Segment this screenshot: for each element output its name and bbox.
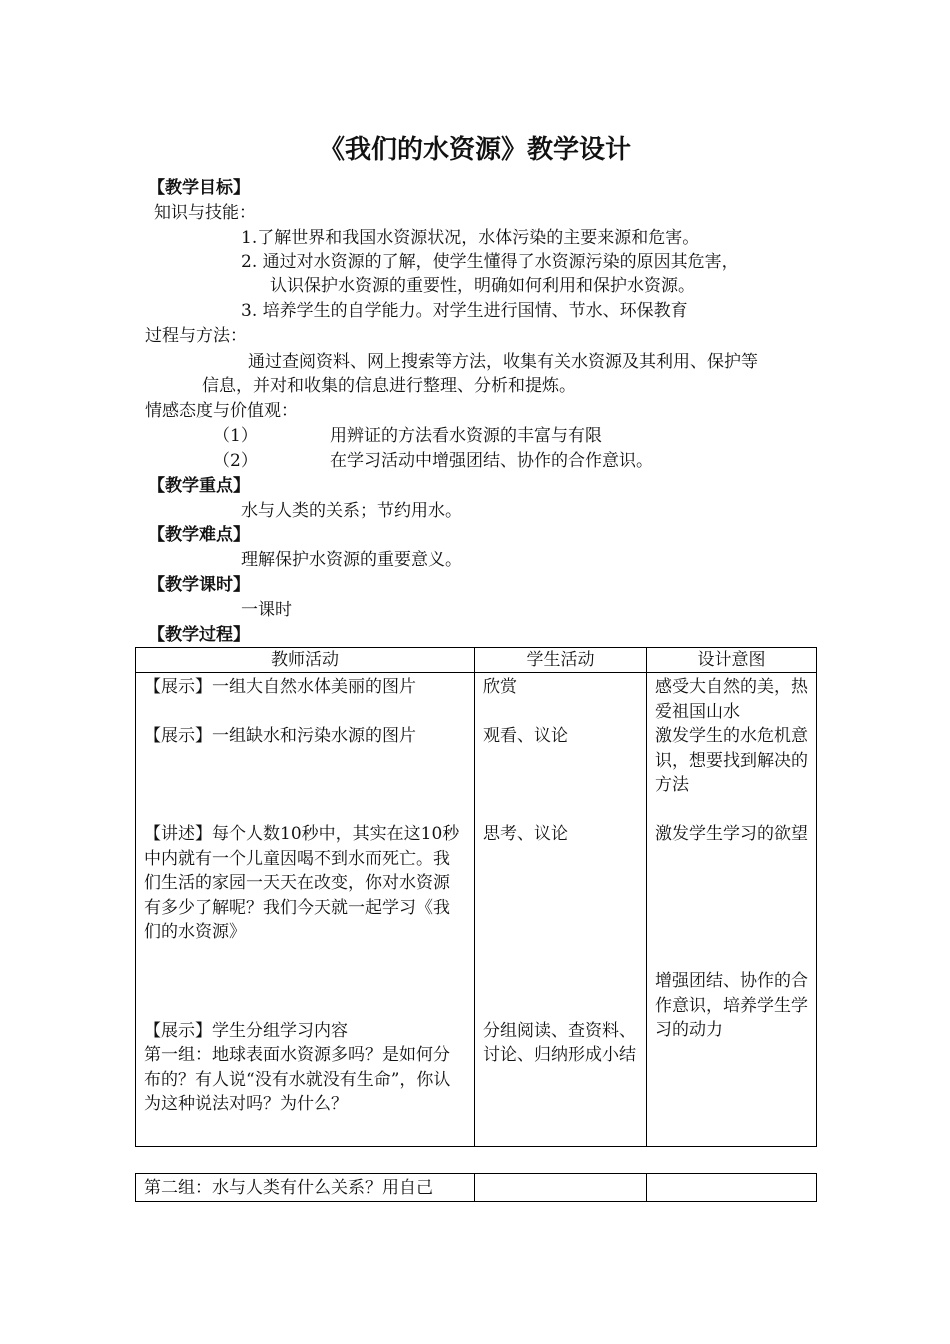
teacher-cell xyxy=(136,673,475,1147)
table-header-row xyxy=(136,648,817,673)
knowledge-label: 知识与技能： xyxy=(154,203,256,223)
process-label: 过程与方法： xyxy=(145,326,247,346)
process-line-1: 通过查阅资料、网上搜索等方法，收集有关水资源及其利用、保护等 xyxy=(248,352,758,372)
page-title: 《我们的水资源》教学设计 xyxy=(318,135,631,165)
attitude-label: 情感态度与价值观： xyxy=(145,401,298,421)
knowledge-item-2-cont: 认识保护水资源的重要性，明确如何利用和保护水资源。 xyxy=(270,276,695,296)
column-header-teacher: 教师活动 xyxy=(136,648,475,673)
design-intent: 激发学生学习的欲望 xyxy=(655,823,808,844)
teacher-activity: 【展示】学生分组学习内容 xyxy=(144,1020,348,1041)
process-line-2: 信息，并对和收集的信息进行整理、分析和提炼。 xyxy=(202,376,576,396)
process-table-continued xyxy=(135,1173,817,1202)
table-row xyxy=(136,673,817,1147)
difficulty-heading: 【教学难点】 xyxy=(148,525,250,545)
key-point-heading: 【教学重点】 xyxy=(148,476,250,496)
column-header-intent: 设计意图 xyxy=(647,648,817,673)
knowledge-item-1: 1.了解世界和我国水资源状况，水体污染的主要来源和危害。 xyxy=(241,228,700,248)
teacher-activity: 【讲述】每个人数10秒中，其实在这10秒中内就有一个儿童因喝不到水而死亡。我们生活的家园一天天在改变，你对水资源有多少了解呢？我们今天就一起学习《我们的水资源》 xyxy=(144,824,460,942)
key-point-text: 水与人类的关系；节约用水。 xyxy=(241,501,462,521)
attitude-num-1: （1） xyxy=(213,426,258,446)
intent-cell xyxy=(647,1174,817,1202)
attitude-num-2: （2） xyxy=(213,451,258,471)
design-intent: 增强团结、协作的合作意识，培养学生学习的动力 xyxy=(655,971,808,1040)
design-intent: 感受大自然的美，热爱祖国山水 xyxy=(655,677,808,722)
student-cell xyxy=(475,673,647,1147)
column-header-student: 学生活动 xyxy=(475,648,647,673)
teacher-cell: 第二组：水与人类有什么关系？用自己 xyxy=(136,1174,475,1202)
student-activity: 欣赏 xyxy=(483,677,517,697)
student-cell xyxy=(475,1174,647,1202)
attitude-text-1: 用辨证的方法看水资源的丰富与有限 xyxy=(330,426,602,446)
attitude-text-2: 在学习活动中增强团结、协作的合作意识。 xyxy=(330,451,653,471)
objectives-heading: 【教学目标】 xyxy=(148,178,250,198)
difficulty-text: 理解保护水资源的重要意义。 xyxy=(241,550,462,570)
design-intent: 激发学生的水危机意识，想要找到解决的方法 xyxy=(655,726,808,795)
knowledge-item-3: 3. 培养学生的自学能力。对学生进行国情、节水、环保教育 xyxy=(241,301,688,321)
student-activity: 思考、议论 xyxy=(483,824,568,844)
teacher-activity: 【展示】一组缺水和污染水源的图片 xyxy=(144,725,416,746)
teacher-activity: 【展示】一组大自然水体美丽的图片 xyxy=(144,677,416,697)
hours-text: 一课时 xyxy=(241,600,292,620)
knowledge-item-2: 2. 通过对水资源的了解，使学生懂得了水资源污染的原因其危害， xyxy=(241,252,739,272)
process-table xyxy=(135,647,817,1147)
student-activity: 分组阅读、查资料、讨论、归纳形成小结 xyxy=(483,1020,636,1065)
table-row xyxy=(136,1174,817,1202)
teacher-activity: 第一组：地球表面水资源多吗？是如何分布的？有人说“没有水就没有生命”，你认为这种说法对吗？为什么？ xyxy=(144,1045,451,1114)
student-activity: 观看、议论 xyxy=(483,725,568,746)
intent-cell xyxy=(647,673,817,1147)
hours-heading: 【教学课时】 xyxy=(148,575,250,595)
process-heading: 【教学过程】 xyxy=(148,625,250,645)
